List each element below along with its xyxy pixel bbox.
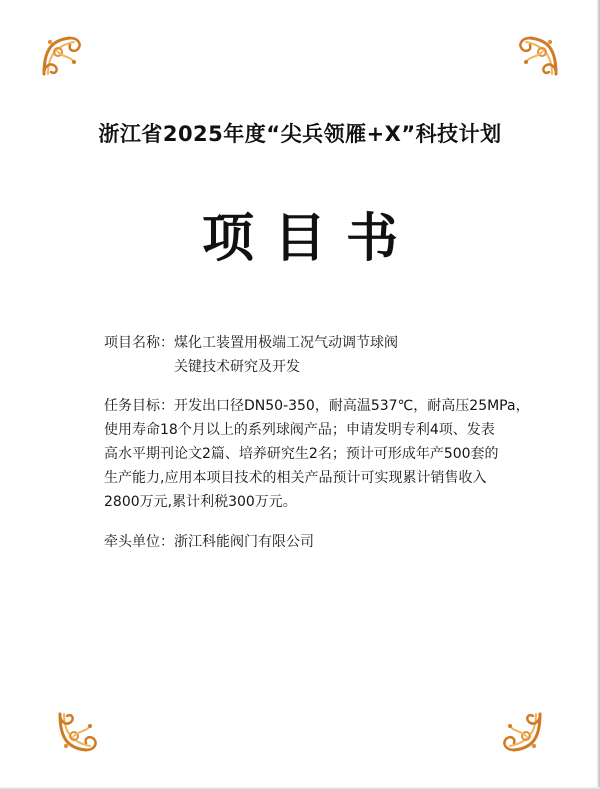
task-goal-line: 高水平期刊论文2篇、培养研究生2名；预计可形成年产500套的	[104, 446, 499, 462]
lead-unit-section	[104, 530, 524, 554]
ornamental-corner-icon	[498, 710, 544, 756]
lead-unit-label: 牵头单位：	[104, 534, 174, 550]
task-goal-label: 任务目标：	[104, 398, 174, 414]
project-name-line: 关键技术研究及开发	[174, 359, 300, 375]
task-goal-line: 使用寿命18个月以上的系列球阀产品；申请发明专利4项、发表	[104, 422, 495, 438]
project-name-section	[104, 331, 524, 379]
task-goal-line: 2800万元,累计利税300万元。	[104, 494, 297, 510]
task-goal-first-line: 开发出口径DN50-350，耐高温537℃，耐高压25MPa，	[174, 398, 530, 414]
document-title: 项目书	[201, 209, 418, 269]
ornamental-corner-icon	[40, 32, 86, 78]
lead-unit-value: 浙江科能阀门有限公司	[174, 534, 314, 550]
project-name-label: 项目名称：	[104, 335, 174, 351]
project-name-line: 煤化工装置用极端工况气动调节球阀	[174, 335, 398, 351]
plan-title: 浙江省2025年度“尖兵领雁+X”科技计划	[98, 122, 502, 146]
task-goal-line: 生产能力,应用本项目技术的相关产品预计可实现累计销售收入	[104, 470, 487, 486]
ornamental-corner-icon	[514, 32, 560, 78]
ornamental-corner-icon	[56, 710, 102, 756]
task-goal-section	[104, 394, 530, 514]
